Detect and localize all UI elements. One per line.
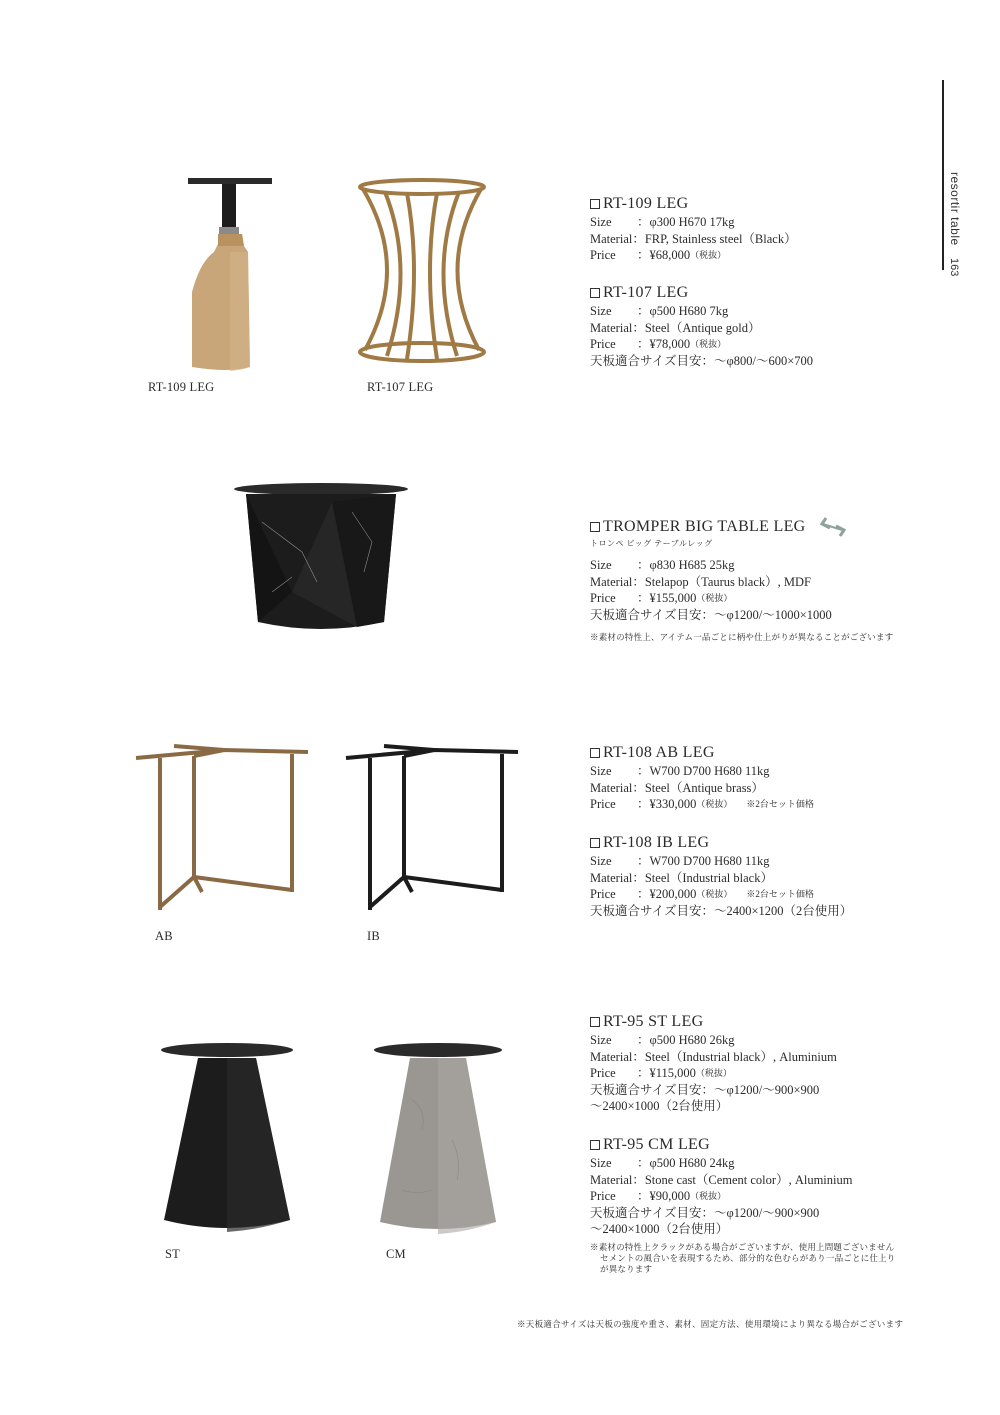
product-title: RT-95 ST LEG [603,1013,704,1030]
size-value: ：φ500 H680 7kg [637,304,729,318]
material-note: ※素材の特性上、アイテム一品ごとに柄や仕上がりが異なることがございます [590,632,894,642]
rt109-spec: RT-109 LEG Size ：φ300 H670 17kg Material ：FRP, Stainless steel（Black） Price ：¥68,000 （税抜） [590,195,797,262]
tax-note: （税抜） [690,250,727,260]
tax-note: （税抜） [690,1191,727,1201]
rt107-caption: RT-107 LEG [367,380,434,394]
ab-caption: AB [155,929,173,943]
fit-size-2: ～2400×1000（2台使用） [590,1099,729,1113]
rt95cm-spec: RT-95 CM LEG Size ：φ500 H680 24kg Material ：Stone cast（Cement color）, Aluminium Price ：¥90,000 （税抜） 天板適合サイズ目安：～φ1200/～900×900 ～2400×1000（2台使用） ※素材の特性上クラックがある場合がございますが、使用上問題ございません セメントの風合いを表現するため、部分的な色むらがあり一品ごとに仕上り が異なります [590,1136,896,1274]
size-value: ：W700 D700 H680 11kg [637,764,770,778]
checkbox-square-icon [590,1140,600,1150]
rt109-caption: RT-109 LEG [148,380,215,394]
rt108-ib-leg-image [344,742,522,917]
set-price-note: ※2台セット価格 [746,889,814,899]
ib-caption: IB [367,929,380,943]
checkbox-square-icon [590,838,600,848]
fit-size-2: ～2400×1000（2台使用） [590,1222,729,1236]
set-price-note: ※2台セット価格 [746,799,814,809]
tax-note: （税抜） [696,593,733,603]
size-value: ：W700 D700 H680 11kg [637,854,770,868]
material-value: ：Stone cast（Cement color）, Aluminium [632,1172,853,1187]
fit-size: 天板適合サイズ目安：～φ800/～600×700 [590,353,813,368]
product-title: RT-109 LEG [603,195,689,212]
material-value: ：Steel（Industrial black） [632,870,773,885]
material-value: ：Steel（Industrial black）, Aluminium [632,1049,837,1064]
fit-size: 天板適合サイズ目安：～φ1200/～900×900 [590,1082,820,1097]
product-title: RT-108 AB LEG [603,744,715,761]
footer-note: ※天板適合サイズは天板の強度や重さ、素材、固定方法、使用環境により異なる場合がございます [517,1319,904,1329]
price-value: ：¥330,000 [637,797,697,811]
price-value: ：¥115,000 [637,1066,696,1080]
material-value: ：Steel（Antique brass） [632,780,764,795]
checkbox-square-icon [590,1017,600,1027]
tax-note: （税抜） [695,1068,732,1078]
checkbox-square-icon [590,522,600,532]
material-value: ：Stelapop（Taurus black）, MDF [632,574,811,589]
price-value: ：¥155,000 [637,591,697,605]
rt108ib-spec: RT-108 IB LEG Size ：W700 D700 H680 11kg Material ：Steel（Industrial black） Price ：¥200,000 （税抜） ※2台セット価格 天板適合サイズ目安：～2400×1200（2台使用） [590,834,853,918]
rt108ab-spec: RT-108 AB LEG Size ：W700 D700 H680 11kg Material ：Steel（Antique brass） Price ：¥330,000 （税抜） ※2台セット価格 [590,744,814,811]
material-note-1: ※素材の特性上クラックがある場合がございますが、使用上問題ございません [590,1241,895,1252]
product-title: RT-107 LEG [603,284,689,301]
rt95st-spec: RT-95 ST LEG Size ：φ500 H680 26kg Material ：Steel（Industrial black）, Aluminium Price ：¥115,000 （税抜） 天板適合サイズ目安：～φ1200/～900×900 ～2400×1000（2台使用） [590,1013,837,1113]
fit-size: 天板適合サイズ目安：～2400×1200（2台使用） [590,903,853,918]
material-note-2: セメントの風合いを表現するため、部分的な色むらがあり一品ごとに仕上り [600,1252,896,1263]
rt95-cm-leg-image [372,1040,504,1235]
price-value: ：¥90,000 [637,1189,691,1203]
swap-arrows-icon [820,516,846,538]
price-value: ：¥78,000 [637,337,691,351]
fit-size: 天板適合サイズ目安：～φ1200/～900×900 [590,1205,820,1220]
st-caption: ST [165,1247,180,1261]
cm-caption: CM [386,1247,406,1261]
size-value: ：φ830 H685 25kg [637,558,735,572]
tromper-spec: TROMPER BIG TABLE LEG トロンペ ビッグ テーブルレッグ Size ：φ830 H685 25kg Material ：Stelapop（Taurus black）, MDF Price ：¥155,000 （税抜） 天板適合サイズ目安：～φ1200/～1000×1000 ※素材の特性上、アイテム一品ごとに柄や仕上がりが異なることがございます [590,518,894,642]
tromper-leg-image [232,482,410,640]
price-value: ：¥68,000 [637,248,691,262]
checkbox-square-icon [590,288,600,298]
material-value: ：FRP, Stainless steel（Black） [632,231,797,246]
price-value: ：¥200,000 [637,887,697,901]
product-title: TROMPER BIG TABLE LEG [603,518,806,535]
tax-note: （税抜） [696,889,733,899]
fit-size: 天板適合サイズ目安：～φ1200/～1000×1000 [590,607,832,622]
material-value: ：Steel（Antique gold） [632,320,761,335]
size-value: ：φ300 H670 17kg [637,215,735,229]
size-value: ：φ500 H680 24kg [637,1156,735,1170]
side-rule [942,80,944,270]
page-number: 163 [948,258,960,277]
rt107-spec: RT-107 LEG Size ：φ500 H680 7kg Material ：Steel（Antique gold） Price ：¥78,000 （税抜） 天板適合サイズ目安：～φ800/～600×700 [590,284,813,368]
product-title: RT-95 CM LEG [603,1136,710,1153]
size-value: ：φ500 H680 26kg [637,1033,735,1047]
tax-note: （税抜） [690,339,727,349]
checkbox-square-icon [590,199,600,209]
material-note-3: が異なります [600,1263,653,1274]
product-kana: トロンペ ビッグ テーブルレッグ [590,539,713,548]
rt95-st-leg-image [158,1040,296,1235]
product-title: RT-108 IB LEG [603,834,710,851]
rt107-leg-image [355,178,490,370]
checkbox-square-icon [590,748,600,758]
rt108-ab-leg-image [134,742,312,917]
section-label: resortir table [948,172,962,246]
tax-note: （税抜） [696,799,733,809]
rt109-leg-image [170,172,300,377]
